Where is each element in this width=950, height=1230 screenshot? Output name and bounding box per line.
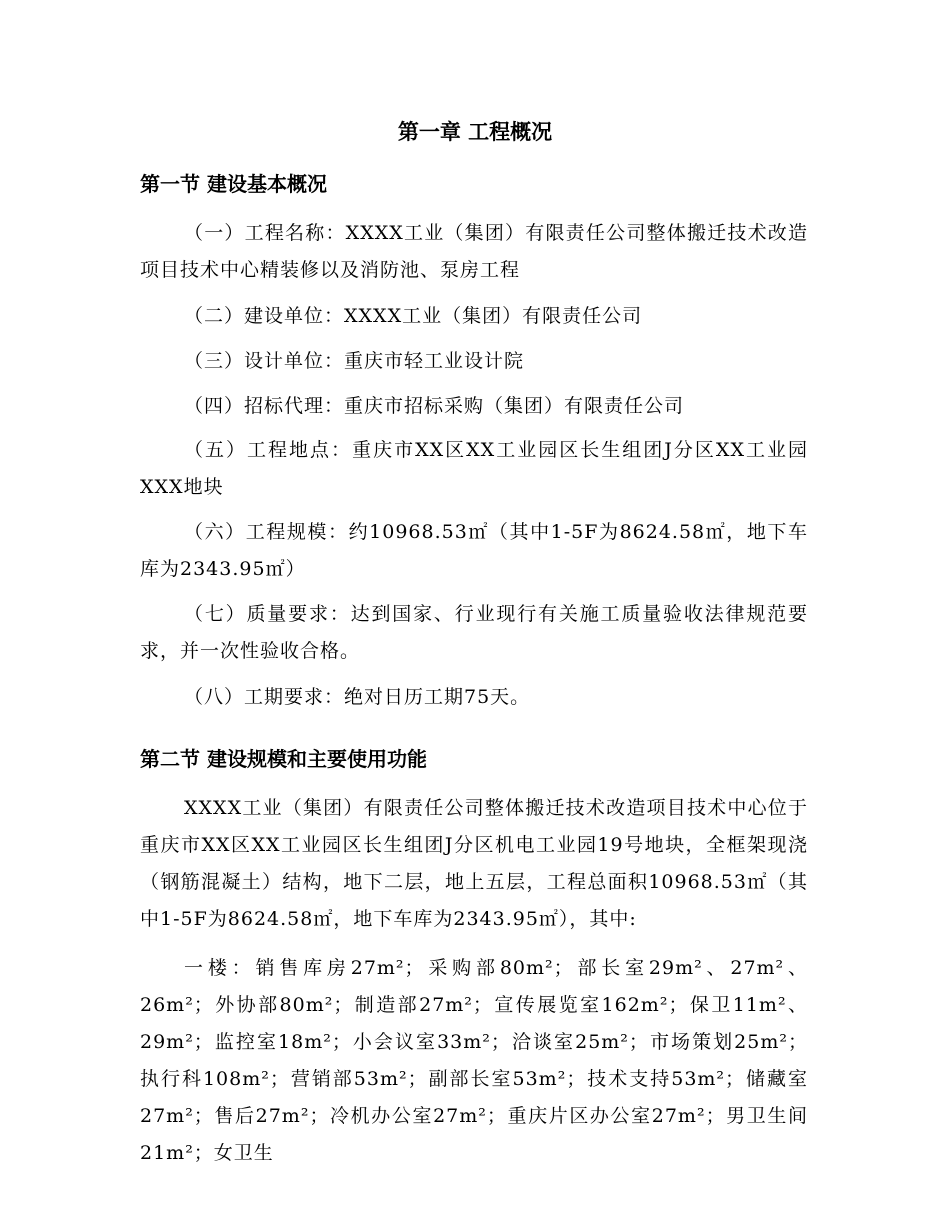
scale-description-paragraph: XXXX工业（集团）有限责任公司整体搬迁技术改造项目技术中心位于重庆市XX区XX工业园区长生组团J分区机电工业园19号地块，全框架现浇（钢筋混凝土）结构，地下二层，地上五层，工程总面积10968.53㎡（其中1-5F为8624.58㎡，地下车库为2343.95㎡），其中: [140, 797, 808, 930]
project-name-item: （一）工程名称：XXXX工业（集团）有限责任公司整体搬迁技术改造项目技术中心精装修以及消防池、泵房工程 [140, 222, 808, 281]
project-location-item: （五）工程地点：重庆市XX区XX工业园区长生组团J分区XX工业园XXX地块 [140, 439, 808, 498]
quality-requirement-item: （七）质量要求：达到国家、行业现行有关施工质量验收法律规范要求，并一次性验收合格。 [140, 603, 808, 662]
schedule-requirement-item: （八）工期要求：绝对日历工期75天。 [184, 686, 531, 708]
design-unit-item: （三）设计单位：重庆市轻工业设计院 [184, 350, 525, 372]
tender-agent-item: （四）招标代理：重庆市招标采购（集团）有限责任公司 [184, 395, 685, 417]
project-scale-item: （六）工程规模：约10968.53㎡（其中1-5F为8624.58㎡，地下车库为2343.95㎡） [140, 521, 808, 580]
section-title-2: 第二节 建设规模和主要使用功能 [140, 747, 427, 771]
construction-unit-item: （二）建设单位：XXXX工业（集团）有限责任公司 [184, 305, 643, 327]
section-title-1: 第一节 建设基本概况 [140, 172, 327, 196]
first-floor-paragraph: 一楼：销售库房27m²；采购部80m²；部长室29m²、27m²、26m²；外协部80m²；制造部27m²；宣传展览室162m²；保卫11m²、29m²；监控室18m²；小会议室33m²；洽谈室25m²；市场策划25m²；执行科108m²；营销部53m²；副部长室53m²；技术支持53m²；储藏室27m²；售后27m²；冷机办公室27m²；重庆片区办公室27m²；男卫生间21m²；女卫生 [140, 957, 808, 1164]
chapter-title: 第一章 工程概况 [397, 120, 553, 144]
